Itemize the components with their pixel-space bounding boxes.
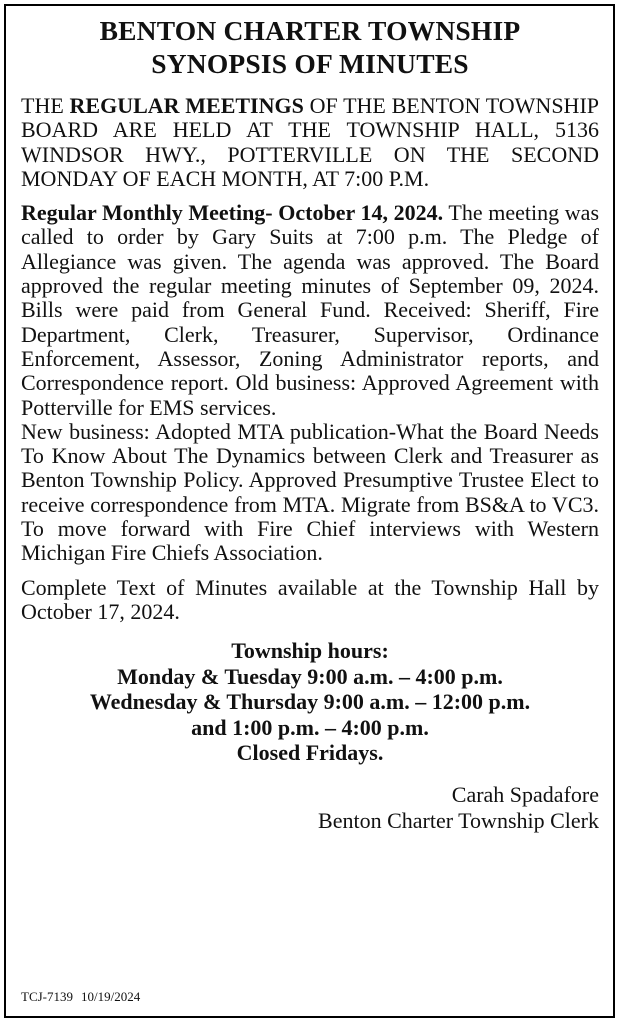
title-line-1: BENTON CHARTER TOWNSHIP <box>99 15 521 46</box>
township-hours <box>21 638 599 766</box>
public-notice <box>4 4 615 1018</box>
footer-code: TCJ-7139 <box>21 989 73 1004</box>
intro-prefix: THE <box>21 93 70 118</box>
title-line-2: SYNOPSIS OF MINUTES <box>151 48 469 79</box>
signature-name: Carah Spadafore <box>451 781 599 807</box>
meeting-body: The meeting was called to order by Gary Suits at 7:00 p.m. The Pledge of Allegiance was given. The agenda was approved. The Board approved the regular meeting minutes of September 09, 2024. Bills were paid from General Fund. Received: Sheriff, Fire Department, Clerk, Treasurer, Supervisor, Ordinance Enforcement, Assessor, Zoning Administrator reports, and Correspondence report. Old business: Approved Agreement with Potterville for EMS services. <box>21 200 600 420</box>
signature-title: Benton Charter Township Clerk <box>318 807 599 833</box>
footer-date: 10/19/2024 <box>81 989 141 1004</box>
hours-line-2: Wednesday & Thursday 9:00 a.m. – 12:00 p.m. <box>89 689 531 715</box>
meeting-heading: Regular Monthly Meeting- October 14, 2024. <box>21 200 444 226</box>
new-business-paragraph: New business: Adopted MTA publication-What the Board Needs To Know About The Dynamics between Clerk and Treasurer as Benton Township Policy. Approved Presumptive Trustee Elect to receive correspondence from MTA. Migrate from BS&A to VC3. To move forward with Fire Chief interviews with Western Michigan Fire Chiefs Association. <box>21 418 599 566</box>
intro-suffix: OF THE BENTON TOWNSHIP BOARD ARE HELD AT THE TOWNSHIP HALL, 5136 WINDSOR HWY., POTTERVILLE ON THE SECOND MONDAY OF EACH MONTH, AT 7:00 P.M. <box>21 93 600 191</box>
meeting-summary-paragraph <box>21 201 599 420</box>
signature-block <box>21 782 599 834</box>
intro-bold: REGULAR MEETINGS <box>69 93 304 118</box>
notice-footer <box>21 989 140 1005</box>
meeting-schedule-paragraph <box>21 94 599 191</box>
hours-line-4: Closed Fridays. <box>236 740 384 766</box>
hours-heading: Township hours: <box>231 638 389 664</box>
notice-title <box>21 14 599 80</box>
hours-line-1: Monday & Tuesday 9:00 a.m. – 4:00 p.m. <box>117 663 503 689</box>
hours-line-3: and 1:00 p.m. – 4:00 p.m. <box>191 714 429 740</box>
complete-text-paragraph: Complete Text of Minutes available at the Township Hall by October 17, 2024. <box>21 574 599 624</box>
